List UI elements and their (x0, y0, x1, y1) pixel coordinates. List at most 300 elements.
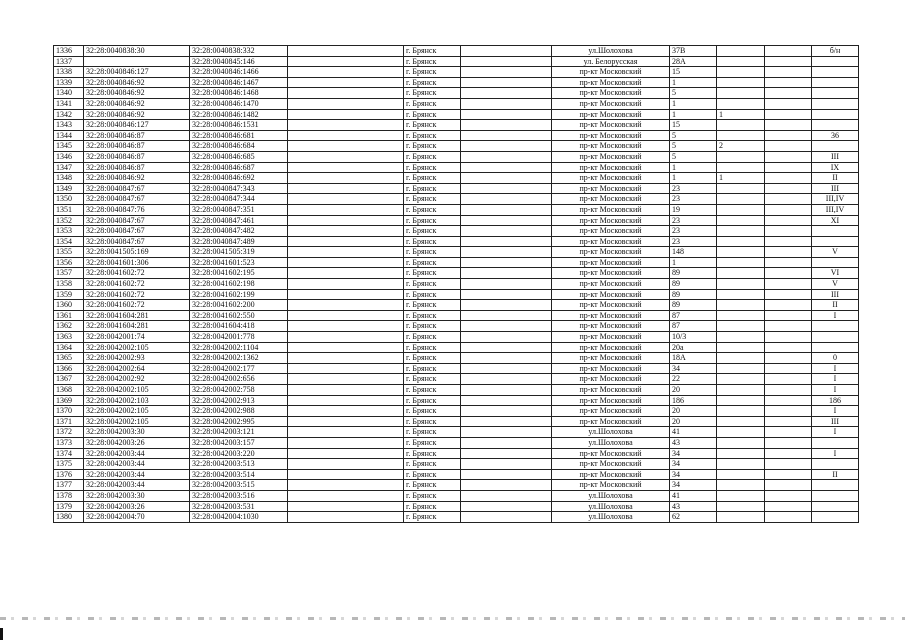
building-cell (717, 98, 765, 109)
blank-column (288, 374, 404, 385)
table-row (54, 162, 859, 173)
blank-column-2 (461, 215, 552, 226)
blank-column-2 (461, 321, 552, 332)
blank-column-3 (765, 88, 812, 99)
blank-column-2 (461, 130, 552, 141)
cadastral-number: 32:28:0042003:220 (190, 448, 288, 459)
parent-cadastral-number: 32:28:0041602:72 (84, 279, 190, 290)
city-cell: г. Брянск (404, 353, 461, 364)
building-cell (717, 363, 765, 374)
cadastral-number: 32:28:0042003:531 (190, 501, 288, 512)
blank-column-2 (461, 236, 552, 247)
street-cell: пр-кт Московский (552, 88, 670, 99)
row-number: 1366 (54, 363, 84, 374)
cadastral-number: 32:28:0040846:1470 (190, 98, 288, 109)
house-number-cell: 34 (670, 480, 717, 491)
table-row (54, 353, 859, 364)
street-cell: пр-кт Московский (552, 406, 670, 417)
table-row (54, 437, 859, 448)
premises-cell: II (812, 300, 859, 311)
blank-column (288, 310, 404, 321)
blank-column (288, 109, 404, 120)
blank-column-2 (461, 342, 552, 353)
blank-column-3 (765, 427, 812, 438)
row-number: 1350 (54, 194, 84, 205)
premises-cell (812, 109, 859, 120)
parent-cadastral-number: 32:28:0042003:44 (84, 480, 190, 491)
city-cell: г. Брянск (404, 236, 461, 247)
city-cell: г. Брянск (404, 427, 461, 438)
house-number-cell: 5 (670, 88, 717, 99)
blank-column-2 (461, 162, 552, 173)
cadastral-number: 32:28:0041602:195 (190, 268, 288, 279)
street-cell: пр-кт Московский (552, 236, 670, 247)
house-number-cell: 5 (670, 130, 717, 141)
building-cell (717, 353, 765, 364)
blank-column-3 (765, 374, 812, 385)
premises-cell: III (812, 183, 859, 194)
blank-column-3 (765, 130, 812, 141)
row-number: 1358 (54, 279, 84, 290)
street-cell: ул.Шолохова (552, 437, 670, 448)
premises-cell: I (812, 385, 859, 396)
street-cell: пр-кт Московский (552, 204, 670, 215)
street-cell: пр-кт Московский (552, 162, 670, 173)
blank-column-3 (765, 332, 812, 343)
street-cell: пр-кт Московский (552, 448, 670, 459)
house-number-cell: 34 (670, 459, 717, 470)
table-row (54, 257, 859, 268)
street-cell: пр-кт Московский (552, 342, 670, 353)
city-cell: г. Брянск (404, 88, 461, 99)
cadastral-number: 32:28:0040845:146 (190, 56, 288, 67)
row-number: 1355 (54, 247, 84, 258)
street-cell: пр-кт Московский (552, 353, 670, 364)
city-cell: г. Брянск (404, 480, 461, 491)
parent-cadastral-number: 32:28:0042003:30 (84, 427, 190, 438)
blank-column-2 (461, 56, 552, 67)
cadastral-number: 32:28:0042002:758 (190, 385, 288, 396)
parent-cadastral-number: 32:28:0040846:92 (84, 77, 190, 88)
cadastral-number: 32:28:0042003:121 (190, 427, 288, 438)
blank-column (288, 141, 404, 152)
table-row (54, 395, 859, 406)
table-row (54, 183, 859, 194)
scan-edge-mark (0, 628, 3, 640)
blank-column (288, 332, 404, 343)
building-cell (717, 194, 765, 205)
table-row (54, 46, 859, 57)
blank-column-3 (765, 77, 812, 88)
house-number-cell: 15 (670, 120, 717, 131)
city-cell: г. Брянск (404, 501, 461, 512)
premises-cell: I (812, 427, 859, 438)
premises-cell (812, 437, 859, 448)
blank-column-2 (461, 77, 552, 88)
blank-column (288, 289, 404, 300)
cadastral-number: 32:28:0042001:778 (190, 332, 288, 343)
table-row (54, 374, 859, 385)
table-row (54, 363, 859, 374)
building-cell (717, 88, 765, 99)
premises-cell: I (812, 363, 859, 374)
building-cell (717, 257, 765, 268)
street-cell: пр-кт Московский (552, 416, 670, 427)
table-row (54, 88, 859, 99)
building-cell (717, 512, 765, 523)
street-cell: пр-кт Московский (552, 109, 670, 120)
blank-column-2 (461, 490, 552, 501)
house-number-cell: 1 (670, 257, 717, 268)
house-number-cell: 37В (670, 46, 717, 57)
house-number-cell: 20а (670, 342, 717, 353)
blank-column (288, 130, 404, 141)
street-cell: пр-кт Московский (552, 363, 670, 374)
blank-column (288, 321, 404, 332)
cadastral-number: 32:28:0042002:1362 (190, 353, 288, 364)
blank-column (288, 151, 404, 162)
blank-column-2 (461, 300, 552, 311)
street-cell: ул. Белорусская (552, 56, 670, 67)
parent-cadastral-number: 32:28:0040846:92 (84, 88, 190, 99)
city-cell: г. Брянск (404, 77, 461, 88)
blank-column-2 (461, 374, 552, 385)
premises-cell: IX (812, 162, 859, 173)
city-cell: г. Брянск (404, 162, 461, 173)
premises-cell: б/н (812, 46, 859, 57)
street-cell: пр-кт Московский (552, 215, 670, 226)
premises-cell (812, 56, 859, 67)
parent-cadastral-number: 32:28:0040846:127 (84, 120, 190, 131)
premises-cell: I (812, 448, 859, 459)
house-number-cell: 19 (670, 204, 717, 215)
blank-column (288, 88, 404, 99)
building-cell: 2 (717, 141, 765, 152)
table-row (54, 236, 859, 247)
blank-column-2 (461, 67, 552, 78)
cadastral-number: 32:28:0042002:1104 (190, 342, 288, 353)
row-number: 1380 (54, 512, 84, 523)
row-number: 1341 (54, 98, 84, 109)
city-cell: г. Брянск (404, 226, 461, 237)
row-number: 1345 (54, 141, 84, 152)
house-number-cell: 23 (670, 183, 717, 194)
building-cell (717, 427, 765, 438)
city-cell: г. Брянск (404, 215, 461, 226)
city-cell: г. Брянск (404, 363, 461, 374)
premises-cell (812, 67, 859, 78)
cadastral-number: 32:28:0040847:461 (190, 215, 288, 226)
street-cell: пр-кт Московский (552, 120, 670, 131)
blank-column (288, 56, 404, 67)
building-cell (717, 289, 765, 300)
city-cell: г. Брянск (404, 310, 461, 321)
blank-column-2 (461, 353, 552, 364)
blank-column-3 (765, 342, 812, 353)
street-cell: пр-кт Московский (552, 480, 670, 491)
city-cell: г. Брянск (404, 173, 461, 184)
blank-column (288, 490, 404, 501)
premises-cell (812, 236, 859, 247)
parent-cadastral-number: 32:28:0042003:26 (84, 437, 190, 448)
parent-cadastral-number: 32:28:0040847:76 (84, 204, 190, 215)
table-row (54, 130, 859, 141)
building-cell (717, 77, 765, 88)
blank-column-2 (461, 183, 552, 194)
parent-cadastral-number: 32:28:0041602:72 (84, 289, 190, 300)
premises-cell: III,IV (812, 194, 859, 205)
table-row (54, 469, 859, 480)
house-number-cell: 89 (670, 279, 717, 290)
blank-column-2 (461, 332, 552, 343)
parent-cadastral-number: 32:28:0042002:105 (84, 406, 190, 417)
cadastral-number: 32:28:0042002:913 (190, 395, 288, 406)
street-cell: ул.Шолохова (552, 46, 670, 57)
cadastral-number: 32:28:0040846:692 (190, 173, 288, 184)
table-row (54, 173, 859, 184)
blank-column (288, 257, 404, 268)
parent-cadastral-number (84, 56, 190, 67)
city-cell: г. Брянск (404, 268, 461, 279)
street-cell: пр-кт Московский (552, 98, 670, 109)
cadastral-number: 32:28:0040846:1467 (190, 77, 288, 88)
blank-column-3 (765, 46, 812, 57)
table-row (54, 67, 859, 78)
blank-column (288, 353, 404, 364)
blank-column (288, 194, 404, 205)
blank-column-2 (461, 141, 552, 152)
blank-column-3 (765, 289, 812, 300)
cadastral-number: 32:28:0040846:1531 (190, 120, 288, 131)
street-cell: пр-кт Московский (552, 310, 670, 321)
row-number: 1336 (54, 46, 84, 57)
blank-column-2 (461, 480, 552, 491)
row-number: 1363 (54, 332, 84, 343)
building-cell (717, 406, 765, 417)
blank-column-3 (765, 109, 812, 120)
street-cell: пр-кт Московский (552, 130, 670, 141)
table-row (54, 427, 859, 438)
building-cell (717, 183, 765, 194)
parent-cadastral-number: 32:28:0042002:64 (84, 363, 190, 374)
street-cell: пр-кт Московский (552, 300, 670, 311)
cadastral-number: 32:28:0040846:684 (190, 141, 288, 152)
city-cell: г. Брянск (404, 98, 461, 109)
cadastral-number: 32:28:0042003:514 (190, 469, 288, 480)
house-number-cell: 1 (670, 173, 717, 184)
cadastral-number: 32:28:0040847:489 (190, 236, 288, 247)
house-number-cell: 89 (670, 268, 717, 279)
cadastral-number: 32:28:0041601:523 (190, 257, 288, 268)
street-cell: пр-кт Московский (552, 173, 670, 184)
house-number-cell: 43 (670, 501, 717, 512)
street-cell: пр-кт Московский (552, 226, 670, 237)
cadastral-number: 32:28:0040838:332 (190, 46, 288, 57)
blank-column-3 (765, 226, 812, 237)
city-cell: г. Брянск (404, 109, 461, 120)
parent-cadastral-number: 32:28:0042002:105 (84, 385, 190, 396)
blank-column (288, 469, 404, 480)
blank-column (288, 501, 404, 512)
row-number: 1349 (54, 183, 84, 194)
blank-column-3 (765, 395, 812, 406)
house-number-cell: 15 (670, 67, 717, 78)
blank-column-2 (461, 448, 552, 459)
building-cell: 1 (717, 173, 765, 184)
cadastral-number: 32:28:0040846:1466 (190, 67, 288, 78)
parent-cadastral-number: 32:28:0040847:67 (84, 194, 190, 205)
blank-column-2 (461, 289, 552, 300)
blank-column (288, 236, 404, 247)
cadastral-number: 32:28:0042003:515 (190, 480, 288, 491)
building-cell (717, 46, 765, 57)
building-cell (717, 268, 765, 279)
house-number-cell: 34 (670, 448, 717, 459)
parent-cadastral-number: 32:28:0041602:72 (84, 268, 190, 279)
blank-column-3 (765, 98, 812, 109)
parent-cadastral-number: 32:28:0042003:44 (84, 469, 190, 480)
parent-cadastral-number: 32:28:0042003:44 (84, 459, 190, 470)
building-cell (717, 151, 765, 162)
house-number-cell: 148 (670, 247, 717, 258)
house-number-cell: 23 (670, 215, 717, 226)
parent-cadastral-number: 32:28:0040847:67 (84, 226, 190, 237)
city-cell: г. Брянск (404, 416, 461, 427)
blank-column-3 (765, 56, 812, 67)
building-cell (717, 162, 765, 173)
street-cell: пр-кт Московский (552, 257, 670, 268)
building-cell (717, 395, 765, 406)
building-cell (717, 130, 765, 141)
building-cell (717, 385, 765, 396)
premises-cell: II (812, 173, 859, 184)
blank-column-2 (461, 88, 552, 99)
street-cell: пр-кт Московский (552, 141, 670, 152)
blank-column-2 (461, 363, 552, 374)
house-number-cell: 1 (670, 77, 717, 88)
table-row (54, 289, 859, 300)
building-cell (717, 226, 765, 237)
parent-cadastral-number: 32:28:0042002:105 (84, 416, 190, 427)
blank-column (288, 480, 404, 491)
city-cell: г. Брянск (404, 395, 461, 406)
premises-cell: I (812, 374, 859, 385)
city-cell: г. Брянск (404, 385, 461, 396)
register-table (53, 45, 859, 523)
table-row (54, 151, 859, 162)
street-cell: ул.Шолохова (552, 512, 670, 523)
building-cell (717, 459, 765, 470)
blank-column (288, 395, 404, 406)
parent-cadastral-number: 32:28:0041602:72 (84, 300, 190, 311)
cadastral-number: 32:28:0042002:995 (190, 416, 288, 427)
building-cell (717, 448, 765, 459)
row-number: 1378 (54, 490, 84, 501)
house-number-cell: 1 (670, 109, 717, 120)
premises-cell: XI (812, 215, 859, 226)
blank-column-3 (765, 173, 812, 184)
blank-column-2 (461, 395, 552, 406)
city-cell: г. Брянск (404, 490, 461, 501)
house-number-cell: 18А (670, 353, 717, 364)
parent-cadastral-number: 32:28:0042002:105 (84, 342, 190, 353)
table-row (54, 501, 859, 512)
city-cell: г. Брянск (404, 300, 461, 311)
street-cell: пр-кт Московский (552, 395, 670, 406)
row-number: 1368 (54, 385, 84, 396)
city-cell: г. Брянск (404, 374, 461, 385)
street-cell: ул.Шолохова (552, 427, 670, 438)
table-row (54, 279, 859, 290)
premises-cell (812, 490, 859, 501)
blank-column (288, 120, 404, 131)
row-number: 1344 (54, 130, 84, 141)
city-cell: г. Брянск (404, 321, 461, 332)
premises-cell (812, 501, 859, 512)
cadastral-number: 32:28:0041505:319 (190, 247, 288, 258)
blank-column (288, 385, 404, 396)
blank-column-3 (765, 448, 812, 459)
table-row (54, 141, 859, 152)
parent-cadastral-number: 32:28:0042002:93 (84, 353, 190, 364)
city-cell: г. Брянск (404, 279, 461, 290)
cadastral-number: 32:28:0040846:1482 (190, 109, 288, 120)
premises-cell: III (812, 151, 859, 162)
cadastral-number: 32:28:0040846:681 (190, 130, 288, 141)
house-number-cell: 20 (670, 416, 717, 427)
blank-column-3 (765, 236, 812, 247)
parent-cadastral-number: 32:28:0040846:92 (84, 109, 190, 120)
building-cell (717, 501, 765, 512)
table-row (54, 342, 859, 353)
premises-cell (812, 257, 859, 268)
blank-column (288, 448, 404, 459)
blank-column-2 (461, 459, 552, 470)
house-number-cell: 23 (670, 194, 717, 205)
table-row (54, 406, 859, 417)
parent-cadastral-number: 32:28:0041505:169 (84, 247, 190, 258)
house-number-cell: 5 (670, 141, 717, 152)
blank-column-3 (765, 310, 812, 321)
building-cell (717, 342, 765, 353)
parent-cadastral-number: 32:28:0041601:306 (84, 257, 190, 268)
blank-column-2 (461, 226, 552, 237)
house-number-cell: 89 (670, 300, 717, 311)
cadastral-number: 32:28:0042003:516 (190, 490, 288, 501)
premises-cell (812, 459, 859, 470)
blank-column-2 (461, 98, 552, 109)
house-number-cell: 28А (670, 56, 717, 67)
blank-column-2 (461, 512, 552, 523)
blank-column-2 (461, 173, 552, 184)
row-number: 1364 (54, 342, 84, 353)
premises-cell: III (812, 289, 859, 300)
blank-column (288, 162, 404, 173)
street-cell: пр-кт Московский (552, 268, 670, 279)
row-number: 1360 (54, 300, 84, 311)
row-number: 1347 (54, 162, 84, 173)
house-number-cell: 87 (670, 321, 717, 332)
cadastral-number: 32:28:0042003:157 (190, 437, 288, 448)
premises-cell: 0 (812, 353, 859, 364)
row-number: 1372 (54, 427, 84, 438)
cadastral-number: 32:28:0042003:513 (190, 459, 288, 470)
cadastral-number: 32:28:0040846:685 (190, 151, 288, 162)
house-number-cell: 186 (670, 395, 717, 406)
premises-cell (812, 321, 859, 332)
parent-cadastral-number: 32:28:0042002:92 (84, 374, 190, 385)
street-cell: пр-кт Московский (552, 374, 670, 385)
